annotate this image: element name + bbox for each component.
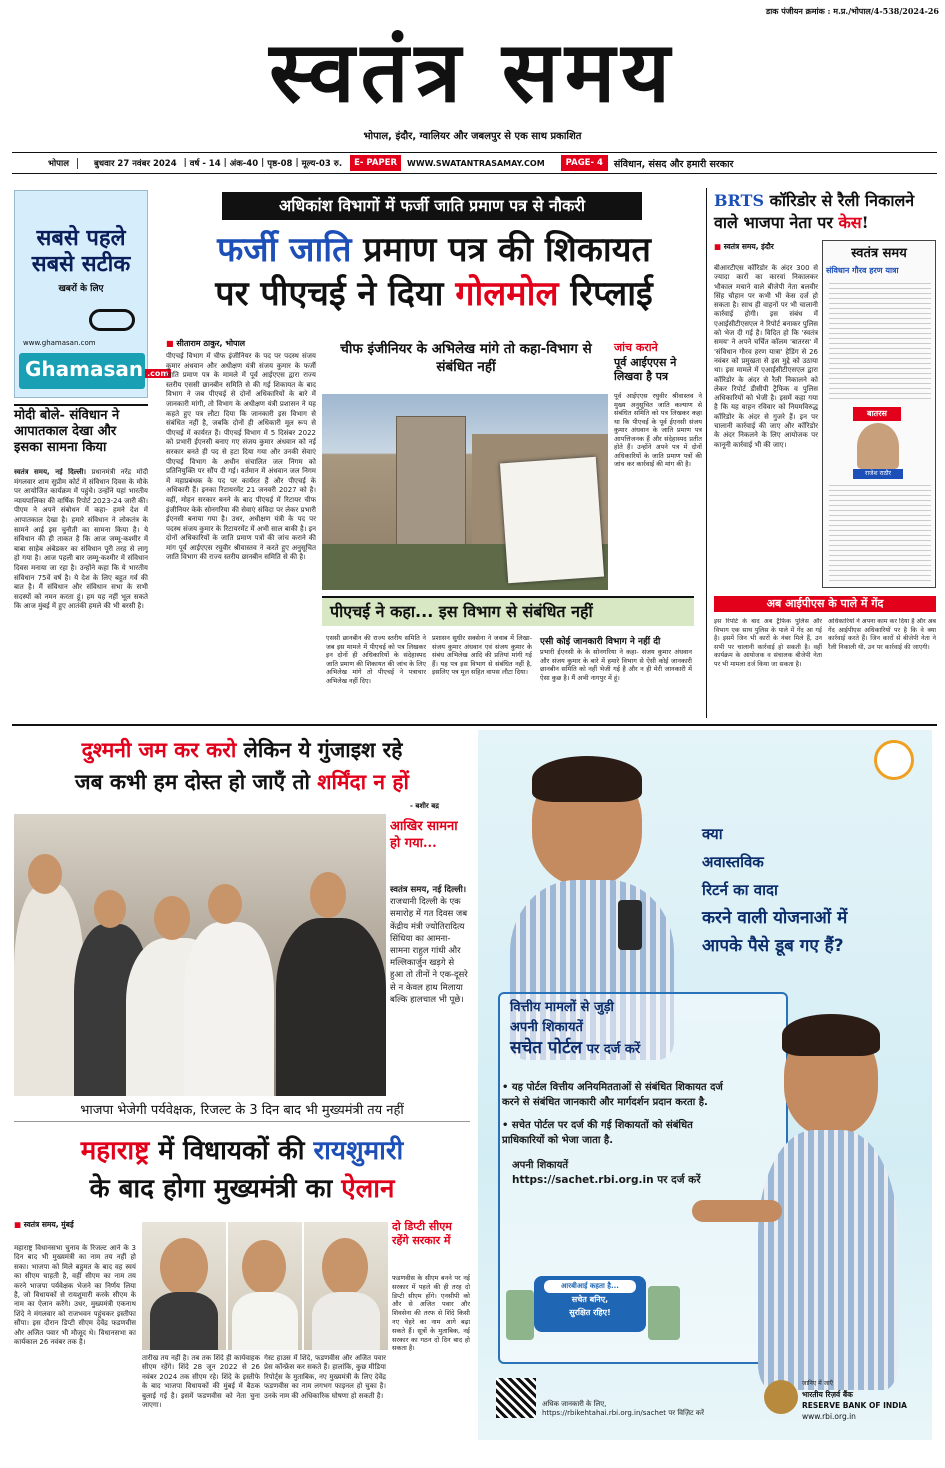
quote-l1a: दुश्मनी जम कर करो (81, 737, 237, 762)
maha-body-1-text: महाराष्ट्र विधानसभा चुनाव के रिजल्ट आने के 3 दिन बाद भी मुख्यमंत्री का नाम तय नहीं हो सका। भाजपा को मिले बहुमत के बाद वह स्वयं का सीएम चाहती है, वहीं सीएम का नाम तय करने भाजपा पर्यवेक्षक भेजने का निर्णय लिया है, जो विधायकों से रायशुमारी करके सीएम के नाम का ऐलान करेंगे। (14, 1244, 136, 1309)
politics-byline: स्वतंत्र समय, नई दिल्ली। (390, 885, 467, 895)
man2-hair (782, 1014, 880, 1056)
politics-side-head: आखिर सामना हो गया... (390, 819, 458, 851)
quote-l2b: शर्मिंदा न हों (317, 769, 409, 794)
q5: आपके पैसे डूब गए हैं? (702, 936, 844, 956)
registration-number: डाक पंजीयन क्रमांक : म.प्र./भोपाल/4-538/2024-26 (765, 6, 939, 16)
maha-body-1 (14, 1244, 136, 1434)
lead-headline-1b: प्रमाण पत्र की शिकायत (351, 230, 651, 270)
box2: अपनी शिकायतें (510, 1020, 583, 1035)
lead-headline-2c: रिप्लाई (558, 274, 653, 314)
suit-cm-2 (232, 1292, 298, 1350)
brts-banner: अब आईपीएस के पाले में गेंद (714, 596, 936, 612)
q3: रिटर्न का वादा (702, 881, 778, 899)
photo-caption: चीफ इंजीनियर के अभिलेख मांगे तो कहा-विभाग से संबंधित नहीं (340, 341, 592, 375)
suit-cm-3 (312, 1292, 380, 1350)
quote-author: - बशीर बद्र (410, 802, 439, 810)
politics-text: राजधानी दिल्ली के एक समारोह में गत दिवस जब केंद्रीय मंत्री ज्योतिरादित्य सिंधिया का आमना-सामना राहुल गांधी और मल्लिकार्जुन खड़गे से हुआ तो तीनों ने एक-दूसरे से न केवल हाथ मिलाया बल्कि हालचाल भी पूछे। (390, 897, 468, 1005)
side-body: पूर्व आईएएस रघुवीर श्रीवास्तव ने मुख्य अनुसूचित जाति कल्याण से संबंधित समिति को पत्र लिखकर कहा था कि पीएचई के पूर्व ईएनसी संजय कुमार अंधवान के जाति प्रमाण पत्र आपत्तिजनक हैं और संदेहास्पद प्रतीत होते हैं। उन्होंने अपने पत्र में दोनों अधिकारियों के जाति प्रमाण पत्रों की जांच कर कार्रवाई की मांग की है। (614, 392, 702, 468)
ad-box-head (510, 998, 770, 1060)
brts-headline-a: BRTS (714, 191, 764, 210)
clip-title: स्वतंत्र समय (851, 246, 907, 261)
person-4 (184, 922, 274, 1096)
face-cm-2 (242, 1240, 286, 1294)
lead-col-a: एससी छानबीन की राज्य स्तरीय समिति ने जब इस मामले में पीएचई को पत्र लिखकर इन दोनों ही अधिकारियों के संदेहास्पद जाति प्रमाण की शिकायत की जांच के लिए अभिलेख मांगे तो पीएचई ने पत्राचार अभिलेख नहीं दिए। (326, 634, 426, 685)
brts-byline-text: स्वतंत्र समय, इंदौर (723, 242, 774, 251)
website-link[interactable]: WWW.SWATANTRASAMAY.COM (407, 158, 545, 168)
face-1 (28, 854, 62, 894)
face-cm-1 (160, 1238, 208, 1296)
person-5 (276, 918, 386, 1096)
brts-body-3: अधिकारियों ने अपना काम कर दिया है और अब गेंद आईपीएस अधिकारियों पर है कि वे क्या कार्रवाई करते हैं। जिन कारों से बीजेपी नेता ने रैली निकाली थी, उन पर कार्रवाई की जाएगी। (828, 618, 936, 651)
q1: क्या (702, 825, 723, 843)
ad-line-1: सबसे पहले (36, 225, 126, 251)
brts-headline-d: ! (861, 213, 869, 232)
city-label: भोपाल (12, 158, 78, 169)
box3b: पर दर्ज करें (582, 1042, 641, 1057)
phone-icon (618, 900, 642, 950)
lead-headline-2b: गोलमोल (455, 274, 559, 314)
lead-byline-text: सीताराम ठाकुर, भोपाल (176, 339, 246, 348)
maha-byline: ■ स्वतंत्र समय, मुंबई (14, 1220, 74, 1229)
lead-headline-1a: फर्जी जाति (217, 230, 352, 270)
ad-footer (542, 1400, 704, 1418)
man-hair (532, 756, 642, 802)
politics-body (390, 884, 468, 1006)
clip-text-lines (829, 283, 931, 399)
year-label: वर्ष - 14 (189, 158, 221, 169)
box3a: सचेत पोर्टल (510, 1038, 583, 1058)
foot1: अधिक जानकारी के लिए, (542, 1400, 607, 1408)
price-label: मूल्य-03 रु. (301, 158, 343, 169)
bank2: भारतीय रिज़र्व बैंक (802, 1390, 853, 1399)
face-5 (310, 872, 346, 918)
building-photo (322, 394, 608, 590)
rbi-campaign-logo (874, 740, 914, 780)
maha-h2a: के बाद होगा मुख्यमंत्री का (89, 1174, 342, 1204)
maha-h1a: महाराष्ट्र (80, 1136, 150, 1166)
face-2 (94, 890, 126, 928)
q2: अवास्तविक (702, 853, 764, 871)
ad-question (702, 820, 912, 960)
lead-body-2-text: पीएचई विभाग में 5 दिसंबर 2022 को प्रभारी ईएनसी बनाए गए संजय कुमार अंधवान को नई सरकार बनते ही पद से हटा दिया गया और उनकी सेवाएं पीएचई विभाग के अधीन संचालित जल निगम को प्रतिनियुक्ति पर सौंप दी गई। वर्तमान में अंधवान जल निगम में महाप्रबंधक के पद पर कार्यरत हैं और पीएचई के अधिकारी हैं। इनका रिटायरमेंट 21 जनवरी 2027 को है। वहीं, मोहन सरकार बनने के बाद पीएचई में रिटायर चीफ इंजीनियर केके सोनगरिया की सेवाएं संविदा पर लेकर प्रभारी ईएनसी बनाया गया है। उधर, अधीक्षण यंत्री के पद पर पदस्थ संजय कुमार के रिटायरमेंट में अभी साल बाकी है। इन दोनों अधिकारियों के जाति प्रमाण पत्रों की जांच कराने की मांग पूर्व आईएएस रघुवीर श्रीवास्तव ने करते हुए अनुसूचित जाति विभाग की राज्य स्तरीय छानबीन समिति से की है। (166, 428, 316, 562)
maha-h1b: में विधायकों की (149, 1136, 314, 1166)
section-title: संविधान, संसद और हमारी सरकार (613, 158, 734, 170)
money-character-right (648, 1286, 680, 1340)
rbi-ad[interactable] (478, 730, 932, 1440)
ghamasan-logo (19, 353, 169, 389)
brts-byline: ■ स्वतंत्र समय, इंदौर (714, 242, 774, 251)
maha-h1c: रायशुमारी (313, 1136, 404, 1166)
side-head-2: पूर्व आईएएस ने लिखवा है पत्र (614, 356, 677, 383)
rbi-name (802, 1378, 907, 1422)
q4: करने वाली योजनाओं में (702, 908, 848, 928)
face-3 (154, 896, 190, 940)
face-cm-3 (322, 1238, 368, 1296)
b3: अपनी शिकायतें (512, 1160, 569, 1171)
lead-kicker: अधिकांश विभागों में फर्जी जाति प्रमाण पत्र से नौकरी (222, 192, 642, 220)
lead-body-1 (166, 352, 316, 707)
politicians-photo (14, 814, 386, 1096)
epaper-badge[interactable]: E- PAPER (350, 155, 401, 171)
maha-side-head: दो डिप्टी सीएम रहेंगे सरकार में (392, 1220, 452, 1247)
modi-byline: स्वतंत्र समय, नई दिल्ली। (14, 468, 87, 476)
modi-text: प्रधानमंत्री नरेंद्र मोदी मंगलवार शाम सुप्रीम कोर्ट में संविधान दिवस के मौके पर आयोजित कार्यक्रम में पहुंचे। उन्होंने यहां भारतीय न्यायपालिका की वार्षिक रिपोर्ट 2023-24 जारी की। पीएम ने अपने संबोधन में कहा- हमने देश में आपातकाल देखा है। हमारे संविधान ने लोकतंत्र के सामने आई इस चुनौती का सामना किया है। ये संविधान की ही ताकत है कि आज जम्मू-कश्मीर में बाबा साहेब अंबेडकर का संविधान पूरी तरह से लागू हो गया है। आज पहली बार जम्मू-कश्मीर में संविधान दिवस मनाया जा रहा है। उन्होंने कहा कि ये भारतीय संविधान 75वें वर्ष है। ये देश के लिए बहुत गर्व की बात है। मैं संविधान और संविधान सभा के सभी सदस्यों को नमन करता हूं। हम यह नहीं भूल सकते कि आज मुंबई में हुए आतंकी हमले की भी बरसी है। (14, 468, 148, 611)
issue-label: अंक-40 (229, 158, 259, 169)
b1: यह पोर्टल वित्तीय अनियमितताओं से संबंधित शिकायत दर्ज करने से संबंधित जानकारी और मार्गदर्शन प्रदान करता है. (502, 1082, 723, 1108)
lead-subhead: एसी कोई जानकारी विभाग ने नहीं दी (540, 637, 661, 647)
man2-pointing-arm (692, 1200, 782, 1222)
tagline: भोपाल, इंदौर, ग्वालियर और जबलपुर से एक साथ प्रकाशित (363, 131, 582, 142)
foot2[interactable]: https://rbikehtahai.rbi.org.in/sachet पर विज़िट करें (542, 1409, 705, 1417)
sign2: सचेत बनिए, (571, 1295, 609, 1304)
maha-body-4: गेस्ट हाउस में शिंदे, फडणवीस और अजित पवार प्रेस कॉन्फ्रेंस कर सकते हैं। हालांकि, कुछ मीडिया रिपोर्ट्स के मुताबिक, नए मुख्यमंत्री के लिए देवेंद्र फडणवीस का नाम लगभग फाइनल हो चुका है। उनके नाम की अधिकारिक घोषणा हो सकती है। (264, 1354, 386, 1400)
columnist-photo (857, 423, 899, 469)
lead-col-b: प्रशासन सुधीर सक्सेना ने जवाब में लिखा- संजय कुमार अंधवान एवं संजय कुमार के संबंध अभिलेख आदि की प्रतियां मांगी गई हैं। यह पत्र इस विभाग से संबंधित नहीं है, इसलिए पत्र मूल सहित वापस लौटा दिया। (432, 634, 532, 677)
clip-tag: बातरस (853, 407, 901, 421)
ghamasan-brand: Ghamasan (25, 357, 144, 381)
section-divider (12, 724, 937, 726)
brts-headline-b: कॉरिडोर से रैली निकालने वाले भाजपा नेता पर (714, 191, 915, 232)
box1: वित्तीय मामलों से जुड़ी (510, 1000, 614, 1015)
b4[interactable]: https://sachet.rbi.org.in पर दर्ज करें (512, 1174, 701, 1186)
money-character-left (506, 1290, 534, 1340)
suit-cm-1 (150, 1292, 218, 1350)
lead-byline: ■ सीताराम ठाकुर, भोपाल (166, 339, 246, 348)
maha-body-2-text: उधर, मुख्यमंत्री एकनाथ शिंदे ने मंगलवार को राजभवन पहुंचकर इस्तीफा सौंपा। इस दौरान डिप्टी सीएम देवेंद्र फडणवीस और अजित पवार भी मौजूद थे। विधानसभा का कार्यकाल 26 नवंबर तक है। (14, 1300, 136, 1347)
quote-l2a: जब कभी हम दोस्त हो जाएँ तो (75, 769, 318, 794)
cm-photo-1 (142, 1222, 226, 1350)
lead-headline[interactable] (160, 228, 708, 316)
clip-headline: संविधान गौरव हरण यात्रा (826, 266, 899, 275)
side-head-1: जांच कराने (614, 341, 658, 354)
letter-document (500, 457, 604, 583)
ad-url[interactable]: www.ghamasan.com (23, 339, 96, 347)
column-rule (706, 188, 707, 718)
modi-headline[interactable]: मोदी बोले- संविधान ने आपातकाल देखा और इसका सामना किया (14, 408, 120, 455)
maha-side-body: फडणवीस के सीएम बनने पर नई सरकार में पहले की ही तरह दो डिप्टी सीएम होंगे। एनसीपी को और से अजित पवार और शिवसेना की तरफ से शिंदे किसी नए चेहरे का नाम आगे बढ़ा सकते हैं। सूत्रों के मुताबिक, नई सरकार का गठन दो दिन बाद हो सकता है। (392, 1274, 470, 1353)
modi-body (14, 468, 148, 718)
newspaper-title[interactable]: स्वतंत्र समय (269, 22, 676, 121)
man2-shirt (758, 1130, 898, 1390)
cm-photo-2 (228, 1222, 302, 1350)
quote-l1b: लेकिन ये गुंजाइश रहे (236, 737, 403, 762)
brts-headline-c: केस (838, 213, 862, 232)
ad-line-3: खबरों के लिए (58, 284, 104, 294)
b2: सचेत पोर्टल पर दर्ज की गई शिकायतों को संबंधित प्राधिकारियों को भेजा जाता है. (502, 1120, 693, 1146)
maha-byline-text: स्वतंत्र समय, मुंबई (23, 1220, 74, 1229)
rbi-emblem-icon (764, 1380, 798, 1414)
qr-code[interactable] (496, 1378, 536, 1418)
lead-col-c: प्रभारी ईएनसी के के सोनगरिया ने कहा- संजय कुमार अंधवान और संजय कुमार के बारे में हमारे विभाग से ऐसी कोई जानकारी छानबीन समिति को नहीं भेजी गई है और न ही मेरी जानकारी में ऐसा कुछ है। मैं अभी नागपुर में हूं। (540, 648, 692, 682)
sign3: सुरक्षित रहिए! (569, 1308, 611, 1317)
clip-name: राजेश राठौर (853, 469, 903, 479)
quote (14, 734, 470, 798)
face-4 (208, 884, 242, 924)
ghamasan-dotcom: .com (147, 369, 169, 378)
cm-photo-3 (304, 1222, 388, 1350)
brts-body-2: इस रिपोर्ट के बाद अब ट्रैफिक पुलिस और विभाग एक साथ पुलिस के पाले में गेंद आ गई है। इसमें जिन भी कारों के नंबर मिले हैं, उन सभी पर चालानी कार्रवाई हो सकती है। वहीं कार्यक्रम के आयोजक व संचालक बीजेपी नेता पर भी मामला दर्ज किया जा सकता है। (714, 618, 822, 668)
date-label: बुधवार 27 नवंबर 2024 (93, 158, 177, 169)
pages-label: पृष्ठ-08 (267, 158, 293, 169)
ghamasan-ad[interactable] (14, 190, 169, 398)
page-number-badge: PAGE- 4 (561, 155, 608, 171)
lead-body-1-text: पीएचई विभाग में चीफ इंजीनियर के पद पर पदस्थ संजय कुमार अंधवान और अधीक्षण यंत्री संजय कुमार के फर्जी जाति प्रमाण पत्र के मामले में पूर्व आईएएस द्वारा राज्य स्तरीय एससी छानबीन समिति से की गई शिकायत के बाद विभाग ने जब पीएचई से दोनों अधिकारियों के बारे में जानकारी मांगी, तो विभाग के अधीक्षण यंत्री प्रशासन ने यह कहते हुए पत्र लौटा दिया कि जानकारी इस विभाग से संबंधित नहीं है, जबकि दोनों ही अधिकारी मूल रूप से पीएचई में कार्यरत हैं। (166, 352, 316, 437)
sign1: आरबीआई कहता है... (544, 1280, 636, 1293)
mouse-icon (89, 309, 135, 331)
date-strip: भोपाल बुधवार 27 नवंबर 2024 | वर्ष - 14 | अंक-40 | पृष्ठ-08 | मूल्य-03 रु. E- PAPER WWW.SWATANTRASAMAY.COM PAGE- 4 संविधान, संसद और हमारी सरकार (12, 152, 937, 174)
ad-bullets: • यह पोर्टल वित्तीय अनियमितताओं से संबंधित शिकायत दर्ज करने से संबंधित जानकारी और मार्गदर्शन प्रदान करता है. • सचेत पोर्टल पर दर्ज की गई शिकायतों को संबंधित प्राधिकारियों को भेजा जाता है. अपनी शिकायतें https://sachet.rbi.org.in पर दर्ज करें (502, 1080, 732, 1188)
rbi-sign (534, 1276, 646, 1332)
bank1: जानिए में जाएँ (802, 1380, 833, 1387)
maha-h2b: ऐलान (341, 1174, 395, 1204)
clip-text-lines-2 (829, 485, 931, 581)
maha-headline[interactable] (14, 1132, 470, 1208)
batras-clipping (822, 240, 936, 588)
maha-body-3: तारीख तय नहीं है। तब तक शिंदे ही कार्यवाहक सीएम रहेंगे। शिंदे 28 जून 2022 से 26 नवंबर 2024 तक सीएम रहे। शिंदे के इस्तीफे के बाद भाजपा विधायकों की मुंबई में बैठक बुलाई गई है। इसमें फडणवीस को नेता चुना जाएगा। (142, 1354, 260, 1410)
maha-kicker: भाजपा भेजेगी पर्यवेक्षक, रिजल्ट के 3 दिन बाद भी मुख्यमंत्री तय नहीं (14, 1100, 470, 1122)
bank4[interactable]: www.rbi.org.in (802, 1412, 856, 1421)
lead-headline-2a: पर पीएचई ने दिया (215, 274, 456, 314)
brts-body: बीआरटीएस कॉरिडोर के अंदर 300 से ज्यादा कारों का कारवां निकालकर भौकाल मचाने वाले बीजेपी नेता बलवीर सिंह चौहान पर कभी भी केस दर्ज हो सकता है। साथ ही वाहनों पर भी चालानी कार्रवाई होगी। इस संबंध में एआईसीटीएसएल ने रिपोर्ट बनाकर पुलिस को भेज दी गई है। विदित हो कि 'स्वतंत्र समय' ने अपने चर्चित कॉलम 'बातरस' में 'संविधान गौरव हरण यात्रा' हेडिंग से 26 नवंबर को प्रमुखता से इस मुद्दे को उठाया था। इस मामले में एआईसीटीएसएल द्वारा कॉरिडोर के अंदर से रैली निकालने को लेकर रिपोर्ट डीसीपी ट्रैफिक व पुलिस अधिकारियों को भेजी है। इसमें कहा गया है कि यह वाहन रविवार को नियमविरुद्ध कॉरिडोर के अंदर से गुजरे हैं। इन पर चालानी कार्रवाई की जाए और कॉरिडोर के अंदर निकलने के लिए आयोजक पर कानूनी कार्रवाई भी की जाए। (714, 264, 818, 449)
ad-line-2: सबसे सटीक (31, 251, 131, 277)
divider (14, 404, 148, 406)
lead-banner: पीएचई ने कहा... इस विभाग से संबंधित नहीं (322, 596, 694, 626)
bank3: RESERVE BANK OF INDIA (802, 1401, 907, 1410)
brts-headline[interactable] (714, 190, 936, 234)
